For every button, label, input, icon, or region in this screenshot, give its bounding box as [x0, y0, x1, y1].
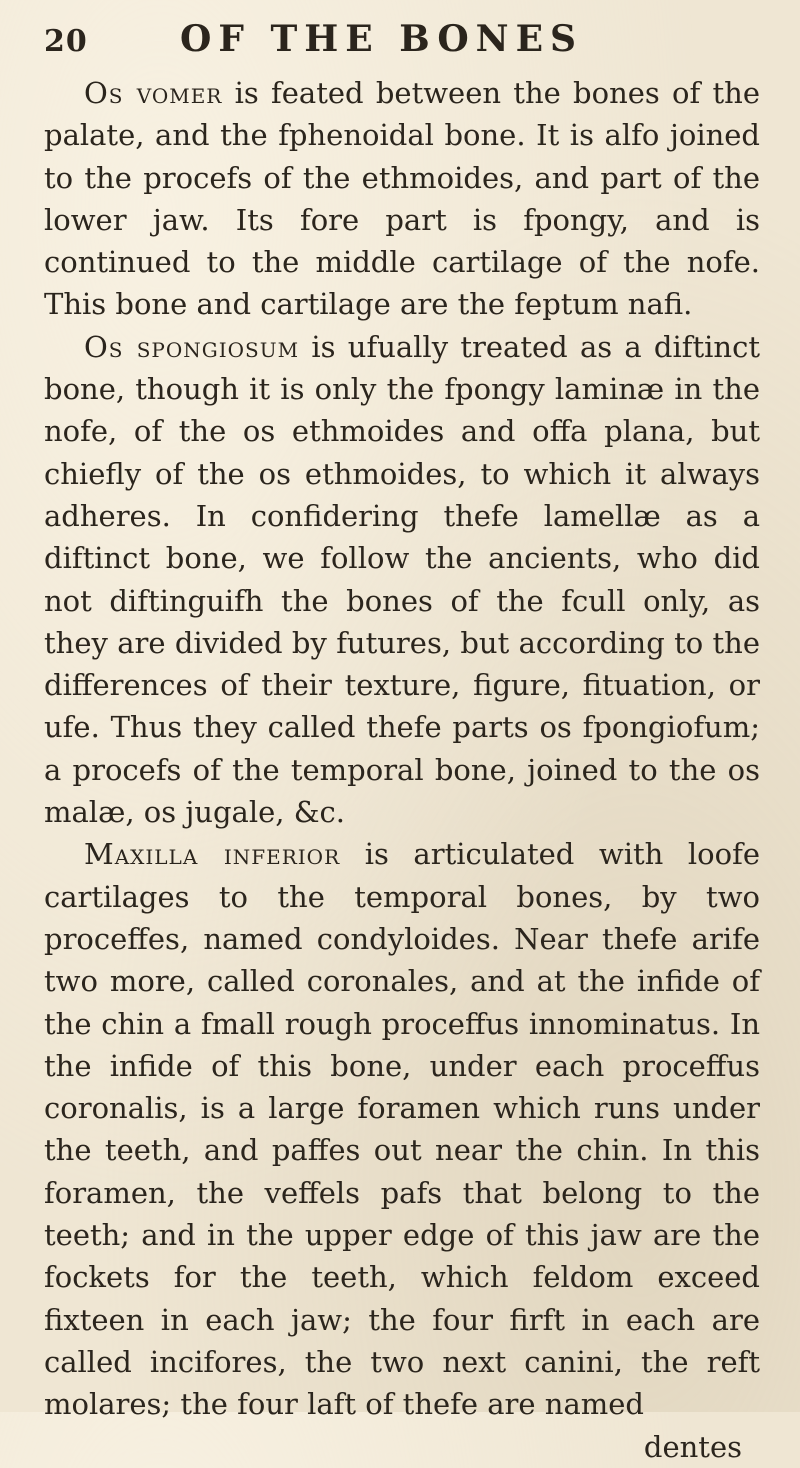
paragraph-os-spongiosum — [44, 326, 760, 834]
catchword: dentes — [643, 1429, 742, 1464]
paragraph-text: is ufually treated as a diftinct bone, though it is only the fpongy laminæ in the nofe, of the os ethmoides and offa plana, but chiefly of the os ethmoides, to which it always adheres. In confidering thefe lamellæ as a diftinct bone, we follow the ancients, who did not diftinguifh the bones of the fcull only, as they are divided by futures, but according to the differences of their texture, figure, fituation, or ufe. Thus they called thefe parts os fpongiofum; a procefs of the temporal bone, joined to the os malæ, os jugale, &c. — [44, 329, 760, 830]
paragraph-lead: Os vomer — [84, 76, 223, 110]
paragraph-os-vomer — [44, 72, 760, 326]
running-title: OF THE BONES — [180, 18, 584, 60]
paragraph-text: is feated between the bones of the palate, and the fphenoidal bone. It is alfo joined to the procefs of the ethmoides, and part of the lower jaw. Its fore part is fpongy, and is continued to the middle cartilage of the nofe. This bone and cartilage are the feptum nafi. — [44, 76, 760, 322]
page-number: 20 — [44, 24, 88, 59]
running-head — [44, 18, 760, 66]
paragraph-text: is articulated with loofe cartilages to the temporal bones, by two proceffes, named condyloides. Near thefe arife two more, called coronales, and at the infide of the chin a fmall rough proceffus innominatus. In the infide of this bone, under each proceffus coronalis, is a large foramen which runs under the teeth, and paffes out near the chin. In this foramen, the veffels pafs that belong to the teeth; and in the upper edge of this jaw are the fockets for the teeth, which feldom exceed fixteen in each jaw; the four firft in each are called incifores, the two next canini, the reft molares; the four laft of thefe are named — [44, 837, 760, 1422]
paragraph-lead: Maxilla inferior — [84, 837, 341, 872]
paragraph-lead: Os spongiosum — [84, 329, 300, 364]
body-text — [44, 72, 760, 1468]
paragraph-maxilla-inferior — [44, 833, 760, 1425]
